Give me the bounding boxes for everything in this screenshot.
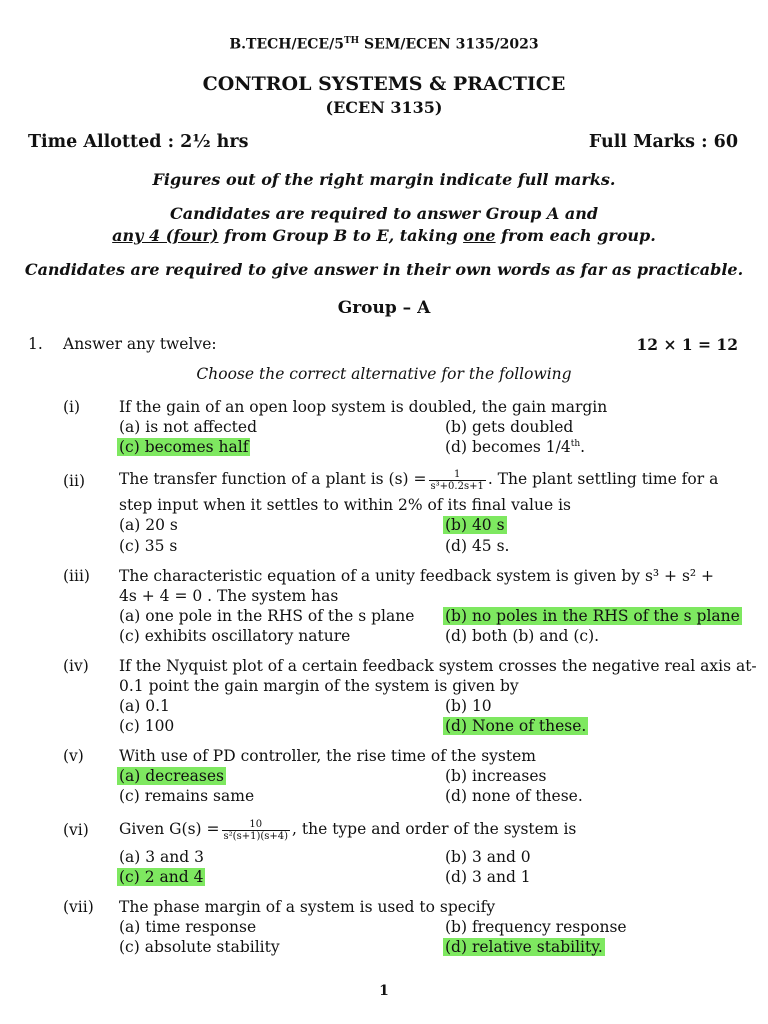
option-d: (d) none of these. xyxy=(445,787,583,805)
transfer-function-fraction: $\frac{10}{\text{s²(s+1)(s+4)}}$ xyxy=(223,818,289,842)
option-a: (a) one pole in the RHS of the s plane xyxy=(119,607,415,625)
option-c-answer: (c) 2 and 4 xyxy=(119,868,204,886)
transfer-function-fraction: $\frac{1}{\text{s³+0.2s+1}}$ xyxy=(430,468,484,492)
item-number: (iii) xyxy=(63,567,90,585)
option-c-answer: (c) becomes half xyxy=(119,438,249,456)
option-b: (b) gets doubled xyxy=(445,418,574,436)
item-text: The characteristic equation of a unity feedback system is given by s³ + s² + xyxy=(119,567,715,585)
option-b: (b) frequency response xyxy=(445,918,627,936)
instruction-line-4: Candidates are required to give answer in their own words as far as practicable. xyxy=(24,260,744,279)
option-b-answer: (b) 40 s xyxy=(445,516,505,534)
option-c: (c) absolute stability xyxy=(119,938,280,956)
item-number: (i) xyxy=(63,398,81,416)
option-d: (d) 3 and 1 xyxy=(445,868,531,886)
option-a: (a) is not affected xyxy=(119,418,258,436)
item-number: (ii) xyxy=(63,472,86,490)
item-text: Given G(s) = $\frac{10}{\text{s²(s+1)(s+4)}}$ , the type and order of the system is xyxy=(119,818,577,842)
item-text: With use of PD controller, the rise time of the system xyxy=(119,747,536,765)
item-number: (v) xyxy=(63,747,84,765)
item-text: If the Nyquist plot of a certain feedback system crosses the negative real axis at- xyxy=(119,657,757,675)
option-b: (b) increases xyxy=(445,767,547,785)
instruction-line-1: Figures out of the right margin indicate full marks. xyxy=(152,170,616,189)
item-number: (vi) xyxy=(63,821,89,839)
option-c: (c) exhibits oscillatory nature xyxy=(119,627,351,645)
option-a: (a) time response xyxy=(119,918,257,936)
item-text: The phase margin of a system is used to specify xyxy=(119,898,496,916)
option-d: (d) becomes 1/4th. xyxy=(445,438,586,456)
option-c: (c) remains same xyxy=(119,787,255,805)
option-c: (c) 100 xyxy=(119,717,175,735)
option-d: (d) 45 s. xyxy=(445,537,510,555)
instruction-line-3: any 4 (four) from Group B to E, taking one from each group. xyxy=(112,226,656,245)
option-c: (c) 35 s xyxy=(119,537,178,555)
option-a: (a) 0.1 xyxy=(119,697,170,715)
instruction-line-2: Candidates are required to answer Group A and xyxy=(169,204,599,223)
option-d-answer: (d) relative stability. xyxy=(445,938,603,956)
option-b-answer: (b) no poles in the RHS of the s plane xyxy=(445,607,740,625)
exam-code: B.TECH/ECE/5TH SEM/ECEN 3135/2023 xyxy=(229,36,539,53)
item-text-2: 4s + 4 = 0 . The system has xyxy=(119,587,339,605)
option-b: (b) 10 xyxy=(445,697,492,715)
time-allotted: Time Allotted : 2½ hrs xyxy=(28,132,249,152)
full-marks: Full Marks : 60 xyxy=(588,132,738,152)
option-a-answer: (a) decreases xyxy=(119,767,224,785)
item-text: The transfer function of a plant is (s) = $\frac{1}{\text{s³+0.2s+1}}$ . The plant settling time for a xyxy=(119,468,719,492)
option-a: (a) 20 s xyxy=(119,516,178,534)
item-text-2: step input when it settles to within 2% of its final value is xyxy=(119,496,572,514)
option-a: (a) 3 and 3 xyxy=(119,848,204,866)
item-number: (iv) xyxy=(63,657,89,675)
option-d: (d) both (b) and (c). xyxy=(445,627,600,645)
group-heading: Group – A xyxy=(337,298,431,318)
option-d-answer: (d) None of these. xyxy=(445,717,587,735)
question-text: Answer any twelve: xyxy=(63,335,217,353)
page-title: CONTROL SYSTEMS & PRACTICE xyxy=(202,73,566,95)
item-text-2: 0.1 point the gain margin of the system is given by xyxy=(119,677,519,695)
option-b: (b) 3 and 0 xyxy=(445,848,531,866)
page-number: 1 xyxy=(379,983,389,999)
question-marks: 12 × 1 = 12 xyxy=(636,335,738,354)
item-text: If the gain of an open loop system is doubled, the gain margin xyxy=(119,398,608,416)
item-number: (vii) xyxy=(63,898,94,916)
question-subtext: Choose the correct alternative for the following xyxy=(196,365,572,383)
question-number: 1. xyxy=(28,335,43,353)
course-code: (ECEN 3135) xyxy=(325,98,443,117)
